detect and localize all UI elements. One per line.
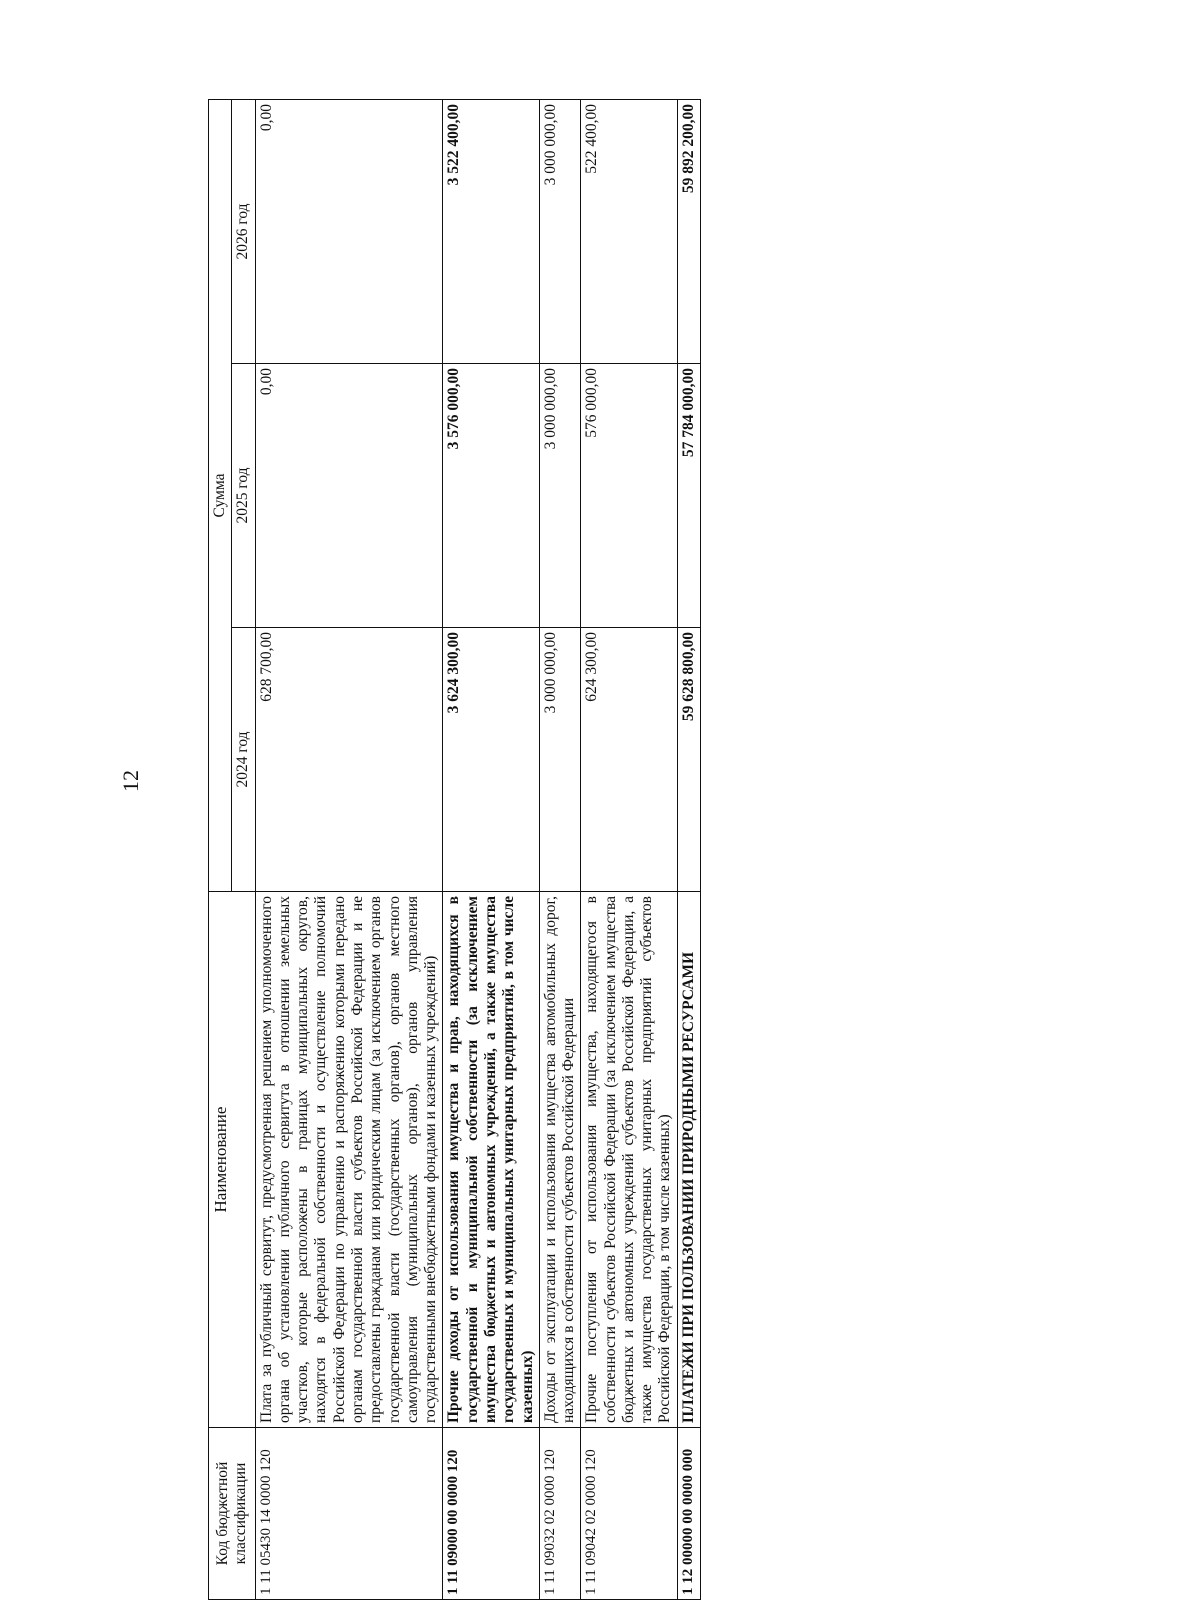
header-name: Наименование	[209, 892, 256, 1428]
row-name: ПЛАТЕЖИ ПРИ ПОЛЬЗОВАНИИ ПРИРОДНЫМИ РЕСУРСАМИ	[677, 892, 700, 1428]
header-code: Код бюджетной классификации	[209, 1428, 256, 1600]
table-row	[443, 99, 539, 1599]
header-sum: Сумма	[209, 99, 232, 891]
row-code: 1 12 00000 00 0000 000	[677, 1428, 700, 1600]
row-name: Прочие доходы от использования имущества и прав, находящихся в государственной и муниципальной собственности (за исключением имущества бюджетных и автономных учреждений, а также имущества государственных и муниципальных унитарных предприятий, в том числе казенных)	[443, 892, 539, 1428]
row-amount-2024: 628 700,00	[255, 628, 443, 892]
table-row	[539, 99, 581, 1599]
row-amount-2024: 624 300,00	[581, 628, 677, 892]
row-name: Доходы от эксплуатации и использования имущества автомобильных дорог, находящихся в собственности субъектов Российской Федерации	[539, 892, 581, 1428]
row-name: Прочие поступления от использования имущества, находящегося в собственности субъектов Российской Федерации (за исключением имущества бюджетных и автономных учреждений субъектов Российской Федерации, а также имущества государственных унитарных предприятий субъектов Российской Федерации, в том числе казенных)	[581, 892, 677, 1428]
row-amount-2025: 3 000 000,00	[539, 364, 581, 628]
table-row	[677, 99, 700, 1599]
header-year-2026: 2026 год	[232, 99, 255, 363]
row-code: 1 11 05430 14 0000 120	[255, 1428, 443, 1600]
table-row	[255, 99, 443, 1599]
budget-table	[208, 99, 701, 1600]
row-amount-2026: 522 400,00	[581, 99, 677, 363]
row-amount-2024: 3 000 000,00	[539, 628, 581, 892]
row-amount-2024: 59 628 800,00	[677, 628, 700, 892]
row-amount-2025: 3 576 000,00	[443, 364, 539, 628]
row-amount-2025: 0,00	[255, 364, 443, 628]
row-code: 1 11 09000 00 0000 120	[443, 1428, 539, 1600]
row-amount-2026: 59 892 200,00	[677, 99, 700, 363]
header-year-2024: 2024 год	[232, 628, 255, 892]
header-year-2025: 2025 год	[232, 364, 255, 628]
rotated-table-container	[208, 100, 1108, 1600]
row-name: Плата за публичный сервитут, предусмотренная решением уполномоченного органа об установлении публичного сервитута в отношении земельных участков, которые расположены в границах муниципальных округов, находятся в федеральной собственности и осуществление полномочий Российской Федерации по управлению и распоряжению которыми передано органам государственной власти субъектов Российской Федерации и не предоставлены гражданам или юридическим лицам (за исключением органов государственной власти (государственных органов), органов местного самоуправления (муниципальных органов), органов управления государственными внебюджетными фондами и казенных учреждений)	[255, 892, 443, 1428]
row-amount-2026: 0,00	[255, 99, 443, 363]
row-amount-2024: 3 624 300,00	[443, 628, 539, 892]
row-code: 1 11 09032 02 0000 120	[539, 1428, 581, 1600]
row-amount-2026: 3 522 400,00	[443, 99, 539, 363]
row-amount-2026: 3 000 000,00	[539, 99, 581, 363]
row-amount-2025: 576 000,00	[581, 364, 677, 628]
row-amount-2025: 57 784 000,00	[677, 364, 700, 628]
page-number: 12	[118, 770, 143, 792]
table-row	[581, 99, 677, 1599]
row-code: 1 11 09042 02 0000 120	[581, 1428, 677, 1600]
